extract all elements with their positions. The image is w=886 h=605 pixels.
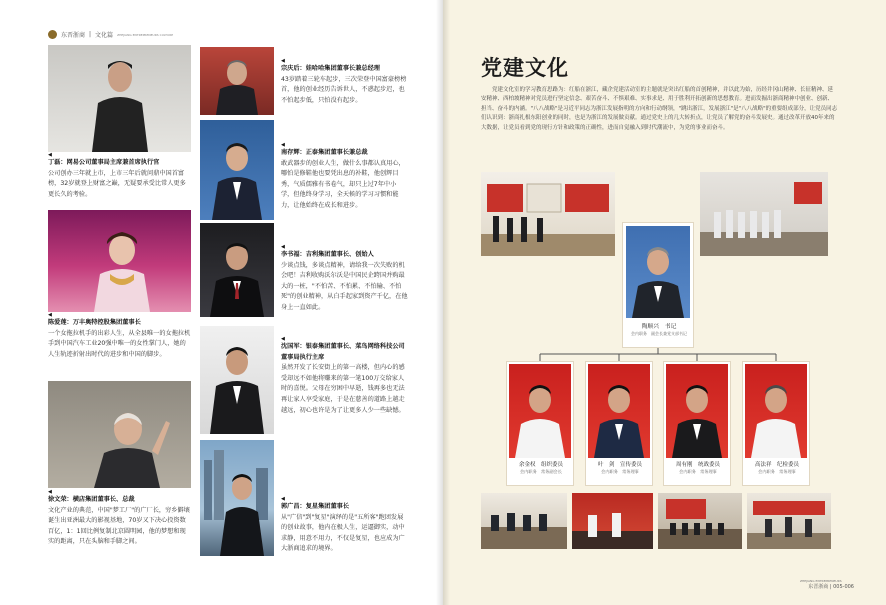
- leader-portrait: [626, 226, 690, 318]
- bio-marker-icon: ◀: [48, 312, 52, 318]
- leader-role: 会内职务 副会长兼党支部书记: [631, 331, 687, 336]
- bio-text: 一个女拖拉机手的出彩人生，从全县唯一的女拖拉机手到中国汽车工业20强中唯一的女性掌门人，她的人生轨迹折射出时代的进步和中国的脚步。: [48, 329, 191, 358]
- bio-text: 敢武器步的创业人生，做什么事都认真用心，哪怕是修鞋他也要凭出息的补鞋，他创辉目秀，气质儒雅有书卷气，却只上过7年中小学，但他终身学习，全天候的学习习惯和能力，让他始终在成长和进步。: [281, 159, 405, 209]
- leader-name: 陶顺兴 书记: [641, 324, 677, 330]
- bio-name: 宗庆后：娃哈哈集团董事长兼总经理: [281, 65, 380, 72]
- bio-text: 公司创办三年就上市，上市三年后就问鼎中国首富榜，32岁就登上财富之巅，无疑要承受比常人更多更长久的考验。: [48, 169, 186, 198]
- activity-photo-award: [572, 493, 653, 549]
- bio-name: 徐文荣：横店集团董事长、总裁: [48, 496, 135, 503]
- bio-marker-icon: ◀: [281, 336, 285, 342]
- member-portrait: [588, 364, 650, 458]
- running-head-mag: 东晋浙商: [61, 32, 86, 39]
- bio-name: 李书福：吉利集团董事长、创始人: [281, 251, 374, 258]
- page-folio: 东晋浙商 | 005-006: [808, 584, 854, 590]
- member-role: 会内职务 常务副会长: [520, 469, 562, 474]
- bio-name: 南存辉：正泰集团董事长兼总裁: [281, 149, 368, 156]
- bio-text: 少谈点钱，多谈点精神，请给我一次失败的机会吧！吉利收购沃尔沃是中国民企跨国并购最大的一桩，"不怕苦、不怕累、不怕输、不怕死"的创业精神，从白手起家到资产千亿，在他身上一直如此。: [281, 261, 408, 311]
- bio-marker-icon: ◀: [281, 58, 285, 64]
- running-head-divider: |: [89, 31, 92, 38]
- section-title: 党建文化: [481, 55, 569, 80]
- bio-text: 虽然开发了长安街上的第一高楼，但内心的感受却远不如他将赚来的第一笔100万交给家人时的喜悦。父母在穷困中早逝，钱再多也无法再让家人享受家庭，于是在慈善的道路上越走越远，初心也许是为了让更多人少一些缺憾。: [281, 364, 405, 414]
- bio-text: 文化产业的典范，中国"梦工厂"的广厂长，穷乡僻壤诞生出亚洲最大的影视基地，70岁又下决心投资数百亿，1：1回比例复制北京圆明园，他的梦想和现实的距离，只在头脑和手脚之间。: [48, 506, 190, 546]
- member-name: 余金权 组织委员: [518, 462, 563, 468]
- member-name: 高法祥 纪检委员: [754, 462, 799, 468]
- bio-text: 从"广信"到"复星"演绎的是"五所客"跑团发展的创业故事，他内在极人生，运逼御实，动中求静，用意不用力，不仅是复星，也应成为广大浙商追求的境界。: [281, 513, 405, 553]
- member-portrait: [509, 364, 571, 458]
- bio-name: 郭广昌：复星集团董事长: [281, 503, 350, 510]
- member-portrait: [745, 364, 807, 458]
- activity-photo-meeting: [481, 493, 567, 549]
- bio-marker-icon: ◀: [48, 489, 52, 495]
- member-name: 叶 剑 宣传委员: [597, 462, 642, 468]
- member-role: 会内职务 常务理事: [601, 469, 639, 474]
- member-role: 会内职务 常务理事: [758, 469, 796, 474]
- leader-card: [622, 222, 694, 348]
- bio-marker-icon: ◀: [281, 244, 285, 250]
- folio-small: ZHEJIANG ENTREPRENEURS: [800, 579, 842, 583]
- bio-name: 丁磊：网易公司董事局主席兼首席执行官: [48, 159, 160, 166]
- bio-name: 沈国军：银泰集团董事长、菜鸟网络科技公司董事局执行主席: [281, 343, 405, 361]
- member-card-2: [585, 361, 653, 486]
- member-card-1: [506, 361, 574, 486]
- bio-marker-icon: ◀: [281, 142, 285, 148]
- member-role: 会内职务 常务理事: [679, 469, 717, 474]
- running-head-small: ZHEJIANG ENTREPRENEURS CULTURE: [117, 32, 174, 37]
- running-head-section: 文化篇: [95, 32, 114, 39]
- activity-photo-class: [658, 493, 742, 549]
- intro-paragraph: 党建文化室的学习教育思路为：红船在浙江，藏企党建活动室的主题就是突出红船的首创精神，并以此为始，历经井冈山精神、长征精神、延安精神、西柏坡精神对党员进行坚定信念、艰苦奋斗、不惧艰难、实事求是、用于胜利开拓创新的思想教育。进而发掘出浙商精神中创业、创新、担当、奋斗的内涵。"八八战略"是习近平同志为浙江发展指明的方向和行动纲领，"跳出浙江，发展浙江"是"八八战略"的重要组成部分，让党员同志们认识到：浙商扎根东阳创业的同时，也是为浙江的发展做贡献。通过党史上的几大转折点，让党员了解党的奋斗发展史。通过改革开放40年来的大数据，让党员看到党的现行方针和政策的正确性，进而自觉融入到时代潮流中，为党的事业而奋斗。: [481, 87, 838, 131]
- member-card-3: [663, 361, 731, 486]
- member-portrait: [666, 364, 728, 458]
- member-name: 周有刚 统战委员: [675, 462, 720, 468]
- member-card-4: [742, 361, 810, 486]
- activity-photo-hall: [747, 493, 831, 549]
- bio-marker-icon: ◀: [48, 152, 52, 158]
- bio-marker-icon: ◀: [281, 496, 285, 502]
- bio-name: 陈爱莲：万丰奥特控股集团董事长: [48, 319, 141, 326]
- bio-text: 43岁踏着三轮车起步，三次荣登中国富豪榜榜首，他的创业经历告诉世人，不惑起步迟，也不怕起步低，只怕没有起步。: [281, 75, 407, 104]
